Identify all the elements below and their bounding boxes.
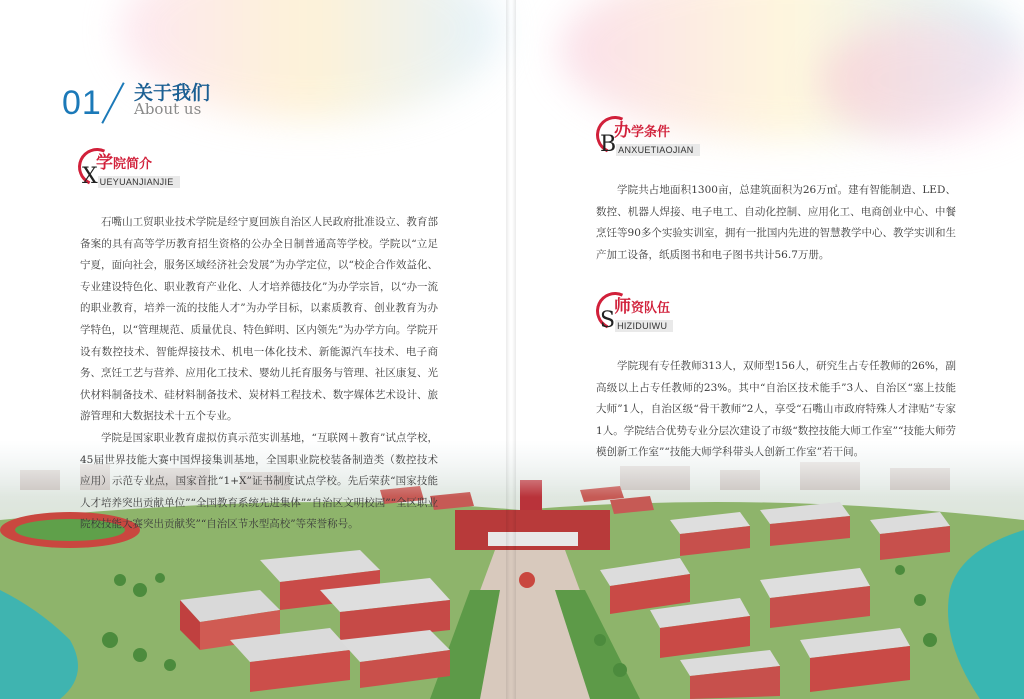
paragraph: 石嘴山工贸职业技术学院是经宁夏回族自治区人民政府批准设立、教育部备案的具有高等学历教育招生资格的公办全日制普通高等学校。学院以“立足宁夏，面向社会，服务区域经济社会发展”为办学定位，以“校企合作效益化、专业建设特色化、职业教育产业化、人才培养德技化”为办学宗旨，以“办一流的职业教育，培养一流的技能人才”为办学目标，以素质教育、创业教育为办学特色，以“管理规范、质量优良、特色鲜明、区内领先”为办学方向。学院开设有数控技术、智能焊接技术、机电一体化技术、新能源汽车技术、电子商务、烹饪工艺与营养、应用化工技术、婴幼儿托育服务与管理、社区康复、光伏材料制备技术、硅材料制备技术、炭材料工程技术、数字媒体艺术设计、旅游管理和大数据技术十五个专业。 [80, 216, 438, 423]
paragraph: 学院是国家职业教育虚拟仿真示范实训基地，“互联网＋教育”试点学校，45届世界技能大赛中国焊接集训基地，全国职业院校装备制造类（数控技术应用）示范专业点，国家首批“1+X”证书制度试点学校。先后荣获“国家技能人才培养突出贡献单位”“全国教育系统先进集体”“自治区文明校园”“全区职业院校技能大赛突出贡献奖”“自治区节水型高校”等荣誉称号。 [80, 431, 438, 531]
paragraph: 学院共占地面积1300亩，总建筑面积为26万㎡。建有智能制造、LED、数控、机器人焊接、电子电工、自动化控制、应用化工、电商创业中心、中餐烹饪等90多个实验实训室，拥有一批国内先进的智慧教学中心、教学实训和生产加工设备，纸质图书和电子图书共计56.7万册。 [596, 184, 956, 261]
chapter-title-cn: 关于我们 [134, 82, 211, 104]
section-title-en: SHIZIDUIWU [600, 308, 673, 333]
intro-body-text [80, 212, 438, 536]
conditions-body-text [596, 180, 956, 266]
paragraph: 学院现有专任教师313人，双师型156人，研究生占专任教师的26%，副高级以上占专任教师的23%。其中“自治区技术能手”3人、自治区“塞上技能大师”1人，自治区级“骨干教师”2人，享受“石嘴山市政府特殊人才津贴”专家1人。学院结合优势专业分层次建设了市级“数控技能大师工作室”“技能大师劳模创新工作室”“技能大师学科带头人创新工作室”若干间。 [596, 360, 956, 459]
decorative-color-wash [820, 20, 1024, 140]
chapter-title-en: About us [134, 100, 202, 118]
section-title-cn: 办学条件 [614, 121, 671, 141]
section-title-cn: 师资队伍 [614, 297, 671, 317]
chapter-number: 01 [62, 84, 102, 122]
section-title-en: XUEYUANJIANJIE [82, 164, 180, 189]
page-gutter [506, 0, 516, 699]
section-title-cn: 学院简介 [96, 153, 153, 173]
section-title-en: BANXUETIAOJIAN [600, 132, 700, 157]
faculty-body-text [596, 356, 956, 464]
